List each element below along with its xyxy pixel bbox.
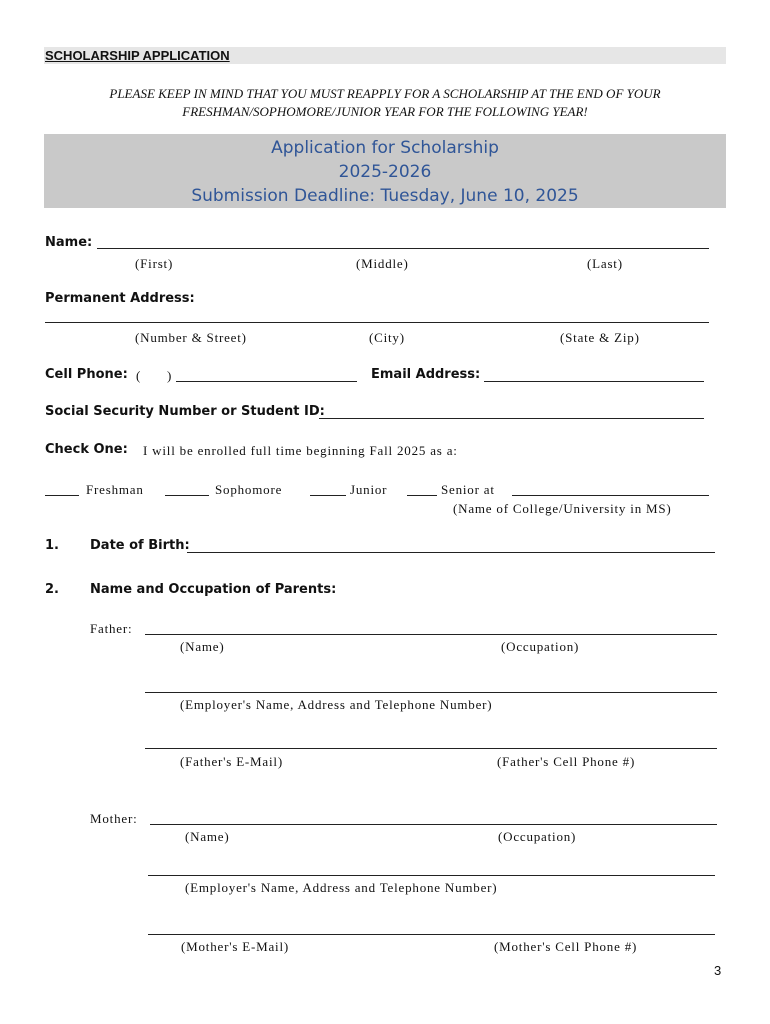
state-zip-caption: (State & Zip) — [560, 330, 640, 345]
mother-phone-caption: (Mother's Cell Phone #) — [494, 939, 638, 954]
mother-label: Mother: — [90, 811, 138, 826]
parents-label: Name and Occupation of Parents: — [90, 582, 337, 597]
area-code-open: ( — [136, 368, 142, 383]
ssn-label: Social Security Number or Student ID: — [45, 404, 325, 419]
mother-occupation-caption: (Occupation) — [498, 829, 577, 844]
reapply-notice-line1: PLEASE KEEP IN MIND THAT YOU MUST REAPPLY FOR A SCHOLARSHIP AT THE END OF YOUR — [109, 86, 661, 101]
title-banner — [44, 134, 726, 208]
college-name-field[interactable] — [512, 495, 709, 496]
middle-name-caption: (Middle) — [356, 256, 409, 271]
father-label: Father: — [90, 621, 133, 636]
father-employer-field[interactable] — [145, 692, 717, 693]
senior-option: Senior at — [441, 482, 495, 497]
mother-name-occupation-field[interactable] — [150, 824, 717, 825]
freshman-checkbox[interactable] — [45, 495, 79, 496]
permanent-address-label: Permanent Address: — [45, 291, 195, 306]
freshman-option: Freshman — [86, 482, 144, 497]
banner-year: 2025-2026 — [338, 162, 432, 182]
email-address-label: Email Address: — [371, 367, 481, 382]
cell-phone-field[interactable] — [176, 381, 357, 382]
junior-option: Junior — [350, 482, 388, 497]
name-label: Name: — [45, 235, 93, 250]
father-employer-caption: (Employer's Name, Address and Telephone Number) — [180, 697, 493, 712]
college-caption: (Name of College/University in MS) — [453, 501, 672, 516]
father-phone-caption: (Father's Cell Phone #) — [497, 754, 636, 769]
ssn-field[interactable] — [319, 418, 704, 419]
city-caption: (City) — [369, 330, 405, 345]
first-name-caption: (First) — [135, 256, 174, 271]
check-one-label: Check One: — [45, 442, 128, 457]
father-name-caption: (Name) — [180, 639, 225, 654]
reapply-notice-line2: FRESHMAN/SOPHOMORE/JUNIOR YEAR FOR THE FOLLOWING YEAR! — [182, 104, 588, 119]
father-email-caption: (Father's E-Mail) — [180, 754, 283, 769]
senior-checkbox[interactable] — [407, 495, 437, 496]
banner-deadline: Submission Deadline: Tuesday, June 10, 2025 — [191, 186, 579, 206]
last-name-caption: (Last) — [587, 256, 623, 271]
father-email-phone-field[interactable] — [145, 748, 717, 749]
sophomore-option: Sophomore — [215, 482, 283, 497]
mother-email-caption: (Mother's E-Mail) — [181, 939, 290, 954]
junior-checkbox[interactable] — [310, 495, 346, 496]
page-number: 3 — [714, 963, 722, 978]
email-field[interactable] — [484, 381, 704, 382]
mother-employer-field[interactable] — [148, 875, 715, 876]
date-of-birth-field[interactable] — [187, 552, 715, 553]
mother-email-phone-field[interactable] — [148, 934, 715, 935]
street-caption: (Number & Street) — [135, 330, 247, 345]
mother-name-caption: (Name) — [185, 829, 230, 844]
cell-phone-label: Cell Phone: — [45, 367, 128, 382]
date-of-birth-label: Date of Birth: — [90, 538, 190, 553]
address-field[interactable] — [45, 322, 709, 323]
sophomore-checkbox[interactable] — [165, 495, 209, 496]
banner-title: Application for Scholarship — [271, 138, 499, 158]
father-occupation-caption: (Occupation) — [501, 639, 580, 654]
form-title: SCHOLARSHIP APPLICATION — [45, 48, 230, 63]
enrollment-statement: I will be enrolled full time beginning Fall 2025 as a: — [143, 443, 458, 458]
father-name-occupation-field[interactable] — [145, 634, 717, 635]
mother-employer-caption: (Employer's Name, Address and Telephone Number) — [185, 880, 498, 895]
question-2-number: 2. — [45, 582, 59, 597]
name-field[interactable] — [97, 248, 709, 249]
area-code-close: ) — [167, 368, 173, 383]
question-1-number: 1. — [45, 538, 59, 553]
